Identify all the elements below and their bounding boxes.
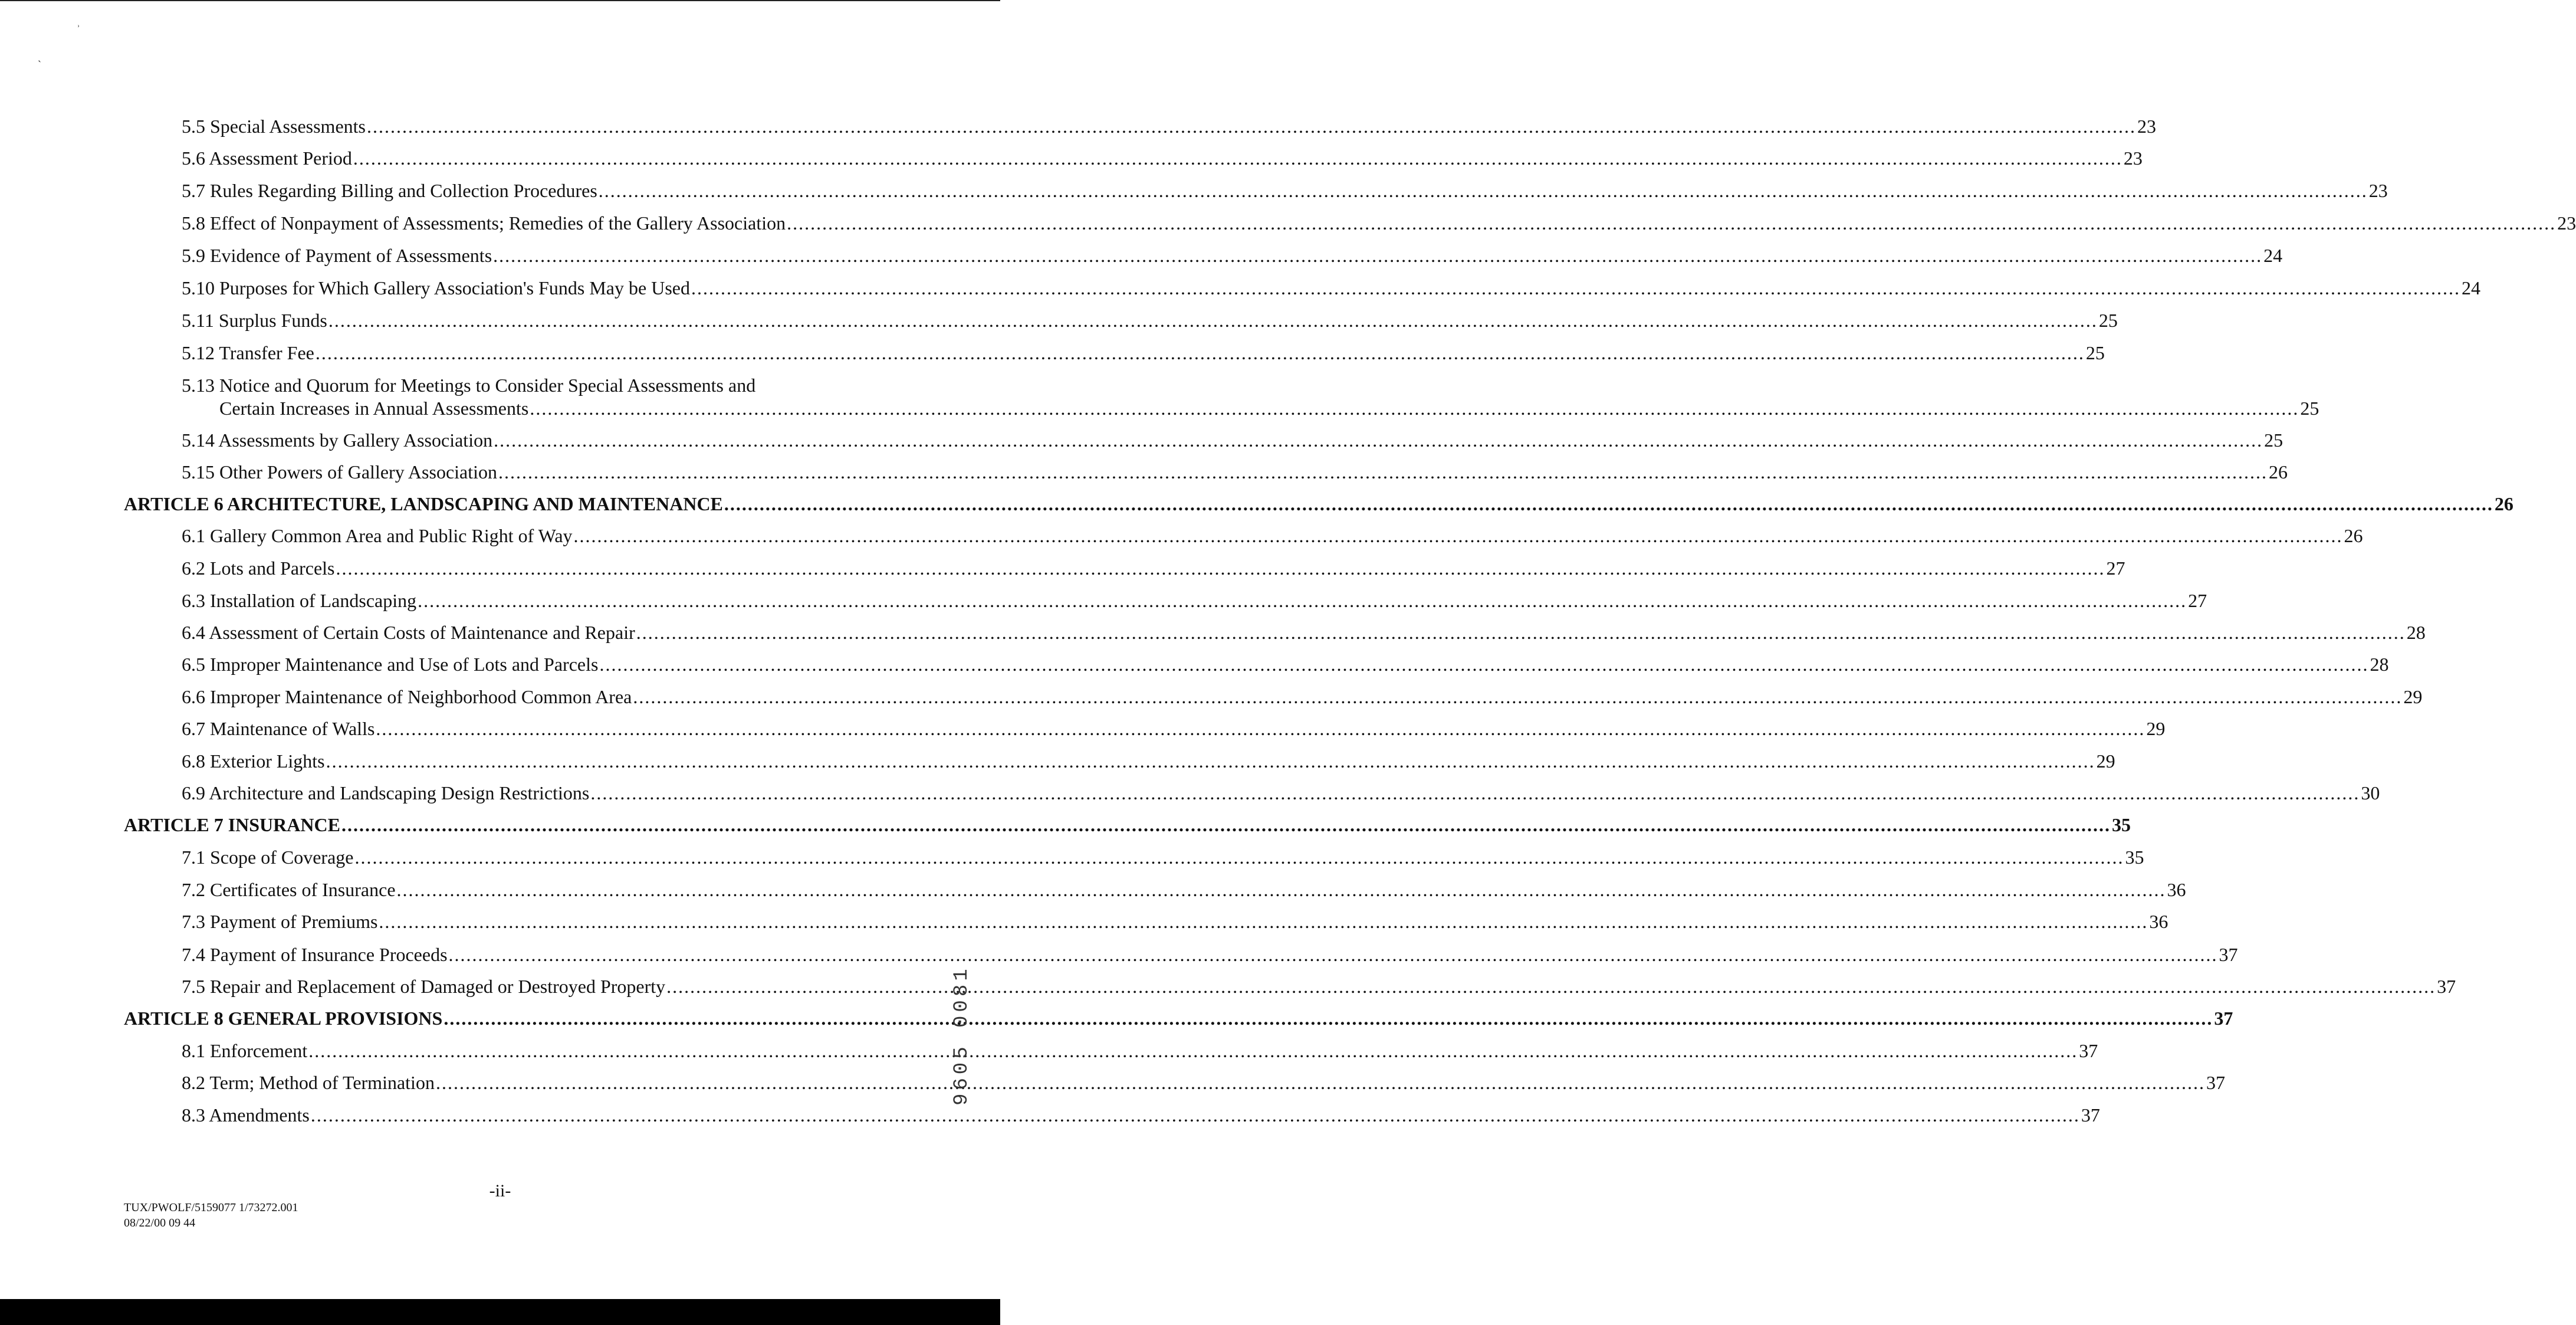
toc-entry xyxy=(182,911,2168,932)
toc-entry-title: 5.11 Surplus Funds xyxy=(182,310,327,331)
toc-entry-title: 8.3 Amendments xyxy=(182,1104,310,1126)
toc-page-number: 29 xyxy=(2096,750,2115,772)
toc-entry-title: 6.2 Lots and Parcels xyxy=(182,557,335,579)
toc-entry-title: 6.7 Maintenance of Walls xyxy=(182,718,375,739)
toc-entry-title: 5.13 Notice and Quorum for Meetings to Consider Special Assessments and xyxy=(182,375,756,396)
toc-entry xyxy=(219,398,2319,419)
side-stamp: 9605 0081 xyxy=(951,965,973,1106)
dot-leader: ............................................................................................................................................................................................................................................................................................................ xyxy=(443,1008,2213,1029)
toc-page-number: 26 xyxy=(2494,493,2513,514)
dot-leader: ............................................................................................................................................................................................................................................................................................................ xyxy=(724,493,2493,514)
dot-leader: ............................................................................................................................................................................................................................................................................................................ xyxy=(633,686,2403,707)
toc-entry-title: 6.6 Improper Maintenance of Neighborhood Common Area xyxy=(182,686,632,707)
dot-leader: ............................................................................................................................................................................................................................................................................................................ xyxy=(326,750,2095,772)
toc-entry-title: 6.8 Exterior Lights xyxy=(182,750,325,772)
toc-entry xyxy=(182,1104,2100,1126)
toc-entry-title: 5.9 Evidence of Payment of Assessments xyxy=(182,245,492,266)
toc-entry-title: 8.2 Term; Method of Termination xyxy=(182,1072,435,1093)
toc-page-number: 24 xyxy=(2263,245,2283,266)
toc-page-number: 25 xyxy=(2264,429,2283,451)
dot-leader: ............................................................................................................................................................................................................................................................................................................ xyxy=(636,622,2406,643)
dot-leader: ............................................................................................................................................................................................................................................................................................................ xyxy=(328,310,2098,331)
toc-page-number: 23 xyxy=(2123,147,2143,169)
toc-entry-title: 6.1 Gallery Common Area and Public Right of Way xyxy=(182,525,573,546)
toc-page-number: 23 xyxy=(2557,212,2576,234)
dot-leader: ............................................................................................................................................................................................................................................................................................................ xyxy=(691,277,2460,299)
toc-page-number: 24 xyxy=(2461,277,2480,299)
toc-entry-title: 7.1 Scope of Coverage xyxy=(182,847,354,868)
toc-entry xyxy=(182,180,2388,201)
toc-entry-title: 6.4 Assessment of Certain Costs of Maintenance and Repair xyxy=(182,622,635,643)
toc-entry xyxy=(182,686,2423,707)
toc-entry xyxy=(182,342,2105,363)
dot-leader: ............................................................................................................................................................................................................................................................................................................ xyxy=(315,342,2085,363)
toc-article-heading xyxy=(124,493,2513,514)
dot-leader: ............................................................................................................................................................................................................................................................................................................ xyxy=(598,180,2368,201)
toc-entry xyxy=(182,976,2456,997)
toc-page-number: 36 xyxy=(2149,911,2168,932)
dot-leader: ............................................................................................................................................................................................................................................................................................................ xyxy=(376,718,2145,739)
toc-article-heading xyxy=(124,814,2131,835)
toc-entry-title: 5.6 Assessment Period xyxy=(182,147,352,169)
toc-article-heading xyxy=(124,1008,2233,1029)
toc-entry xyxy=(182,718,2166,739)
toc-entry xyxy=(182,212,2576,234)
toc-page-number: 35 xyxy=(2111,814,2131,835)
toc-entry xyxy=(182,429,2283,451)
dot-leader: ............................................................................................................................................................................................................................................................................................................ xyxy=(366,116,2136,137)
dot-leader: ............................................................................................................................................................................................................................................................................................................ xyxy=(448,944,2218,965)
toc-entry xyxy=(182,622,2426,643)
dot-leader: ............................................................................................................................................................................................................................................................................................................ xyxy=(666,976,2436,997)
dot-leader: ............................................................................................................................................................................................................................................................................................................ xyxy=(308,1040,2078,1061)
toc-entry-title: 6.5 Improper Maintenance and Use of Lots and Parcels xyxy=(182,654,599,675)
toc-entry-title: ARTICLE 8 GENERAL PROVISIONS xyxy=(124,1008,443,1029)
toc-entry xyxy=(182,277,2480,299)
toc-entry-title: 5.8 Effect of Nonpayment of Assessments; Remedies of the Gallery Association xyxy=(182,212,786,234)
toc-entry-title: 8.1 Enforcement xyxy=(182,1040,308,1061)
dot-leader: ............................................................................................................................................................................................................................................................................................................ xyxy=(396,879,2166,900)
toc-entry xyxy=(182,1072,2225,1093)
dot-leader: ............................................................................................................................................................................................................................................................................................................ xyxy=(787,212,2557,234)
toc-entry xyxy=(182,310,2118,331)
toc-page-number: 37 xyxy=(2437,976,2456,997)
toc-entry xyxy=(182,590,2207,611)
toc-entry xyxy=(182,147,2143,169)
toc-page-number: 37 xyxy=(2214,1008,2233,1029)
toc-page-number: 27 xyxy=(2106,557,2125,579)
scan-speck: ˴ xyxy=(38,54,41,65)
dot-leader: ............................................................................................................................................................................................................................................................................................................ xyxy=(310,1104,2080,1126)
toc-page-number: 37 xyxy=(2206,1072,2225,1093)
toc-entry-title: 7.2 Certificates of Insurance xyxy=(182,879,396,900)
toc-page-number: 30 xyxy=(2361,782,2380,803)
scan-speck: ˒ xyxy=(77,18,80,30)
toc-page-number: 37 xyxy=(2219,944,2238,965)
scan-bottom-border xyxy=(0,1299,1000,1325)
toc-entry xyxy=(182,116,2156,137)
footer-doc-id: TUX/PWOLF/5159077 1/73272.001 xyxy=(124,1201,298,1214)
toc-page-number: 28 xyxy=(2406,622,2426,643)
toc-page-number: 25 xyxy=(2098,310,2118,331)
toc-entry xyxy=(182,944,2238,965)
toc-entry-title: ARTICLE 7 INSURANCE xyxy=(124,814,340,835)
toc-entry xyxy=(182,654,2389,675)
document-footer xyxy=(124,1200,298,1231)
toc-entry xyxy=(182,782,2380,803)
dot-leader: ............................................................................................................................................................................................................................................................................................................ xyxy=(353,147,2122,169)
toc-entry xyxy=(182,461,2288,483)
toc-entry-title: 5.14 Assessments by Gallery Association xyxy=(182,429,493,451)
dot-leader: ............................................................................................................................................................................................................................................................................................................ xyxy=(599,654,2369,675)
toc-entry-title: 5.12 Transfer Fee xyxy=(182,342,314,363)
toc-entry-title: 6.3 Installation of Landscaping xyxy=(182,590,417,611)
toc-entry-title: 7.3 Payment of Premiums xyxy=(182,911,378,932)
page-number: -ii- xyxy=(489,1181,511,1201)
dot-leader: ............................................................................................................................................................................................................................................................................................................ xyxy=(493,245,2263,266)
toc-entry-title: 5.5 Special Assessments xyxy=(182,116,366,137)
toc-entry xyxy=(182,1040,2098,1061)
dot-leader: ............................................................................................................................................................................................................................................................................................................ xyxy=(498,461,2268,483)
dot-leader: ............................................................................................................................................................................................................................................................................................................ xyxy=(379,911,2148,932)
toc-page-number: 25 xyxy=(2085,342,2105,363)
toc-entry xyxy=(182,847,2144,868)
toc-page-number: 35 xyxy=(2125,847,2144,868)
dot-leader: ............................................................................................................................................................................................................................................................................................................ xyxy=(336,557,2105,579)
toc-entry-title: 7.5 Repair and Replacement of Damaged or Destroyed Property xyxy=(182,976,666,997)
dot-leader: ............................................................................................................................................................................................................................................................................................................ xyxy=(573,525,2343,546)
toc-entry xyxy=(182,750,2115,772)
toc-entry-title: ARTICLE 6 ARCHITECTURE, LANDSCAPING AND MAINTENANCE xyxy=(124,493,723,514)
toc-page-number: 27 xyxy=(2188,590,2207,611)
toc-entry-title: 6.9 Architecture and Landscaping Design Restrictions xyxy=(182,782,590,803)
dot-leader: ............................................................................................................................................................................................................................................................................................................ xyxy=(494,429,2263,451)
toc-page-number: 37 xyxy=(2081,1104,2100,1126)
toc-page-number: 37 xyxy=(2079,1040,2098,1061)
dot-leader: ............................................................................................................................................................................................................................................................................................................ xyxy=(435,1072,2205,1093)
toc-entry-title: Certain Increases in Annual Assessments xyxy=(219,398,529,419)
toc-page-number: 23 xyxy=(2137,116,2156,137)
top-border xyxy=(0,0,1000,1)
toc-entry-title: 5.7 Rules Regarding Billing and Collection Procedures xyxy=(182,180,597,201)
dot-leader: ............................................................................................................................................................................................................................................................................................................ xyxy=(418,590,2187,611)
toc-page-number: 28 xyxy=(2370,654,2389,675)
toc-entry xyxy=(182,879,2186,900)
dot-leader: ............................................................................................................................................................................................................................................................................................................ xyxy=(590,782,2360,803)
toc-entry xyxy=(182,525,2363,546)
toc-entry-title: 5.15 Other Powers of Gallery Association xyxy=(182,461,498,483)
dot-leader: ............................................................................................................................................................................................................................................................................................................ xyxy=(354,847,2124,868)
footer-timestamp: 08/22/00 09 44 xyxy=(124,1216,196,1229)
toc-entry xyxy=(182,245,2283,266)
toc-entry-title: 5.10 Purposes for Which Gallery Association's Funds May be Used xyxy=(182,277,690,299)
toc-entry xyxy=(182,557,2125,579)
toc-page-number: 29 xyxy=(2403,686,2423,707)
toc-page-number: 26 xyxy=(2269,461,2288,483)
toc-page-number: 23 xyxy=(2368,180,2388,201)
toc-page-number: 29 xyxy=(2146,718,2166,739)
toc-page-number: 25 xyxy=(2300,398,2319,419)
dot-leader: ............................................................................................................................................................................................................................................................................................................ xyxy=(341,814,2111,835)
toc-page-number: 26 xyxy=(2344,525,2363,546)
toc-entry-title: 7.4 Payment of Insurance Proceeds xyxy=(182,944,448,965)
toc-page-number: 36 xyxy=(2167,879,2186,900)
dot-leader: ............................................................................................................................................................................................................................................................................................................ xyxy=(530,398,2299,419)
